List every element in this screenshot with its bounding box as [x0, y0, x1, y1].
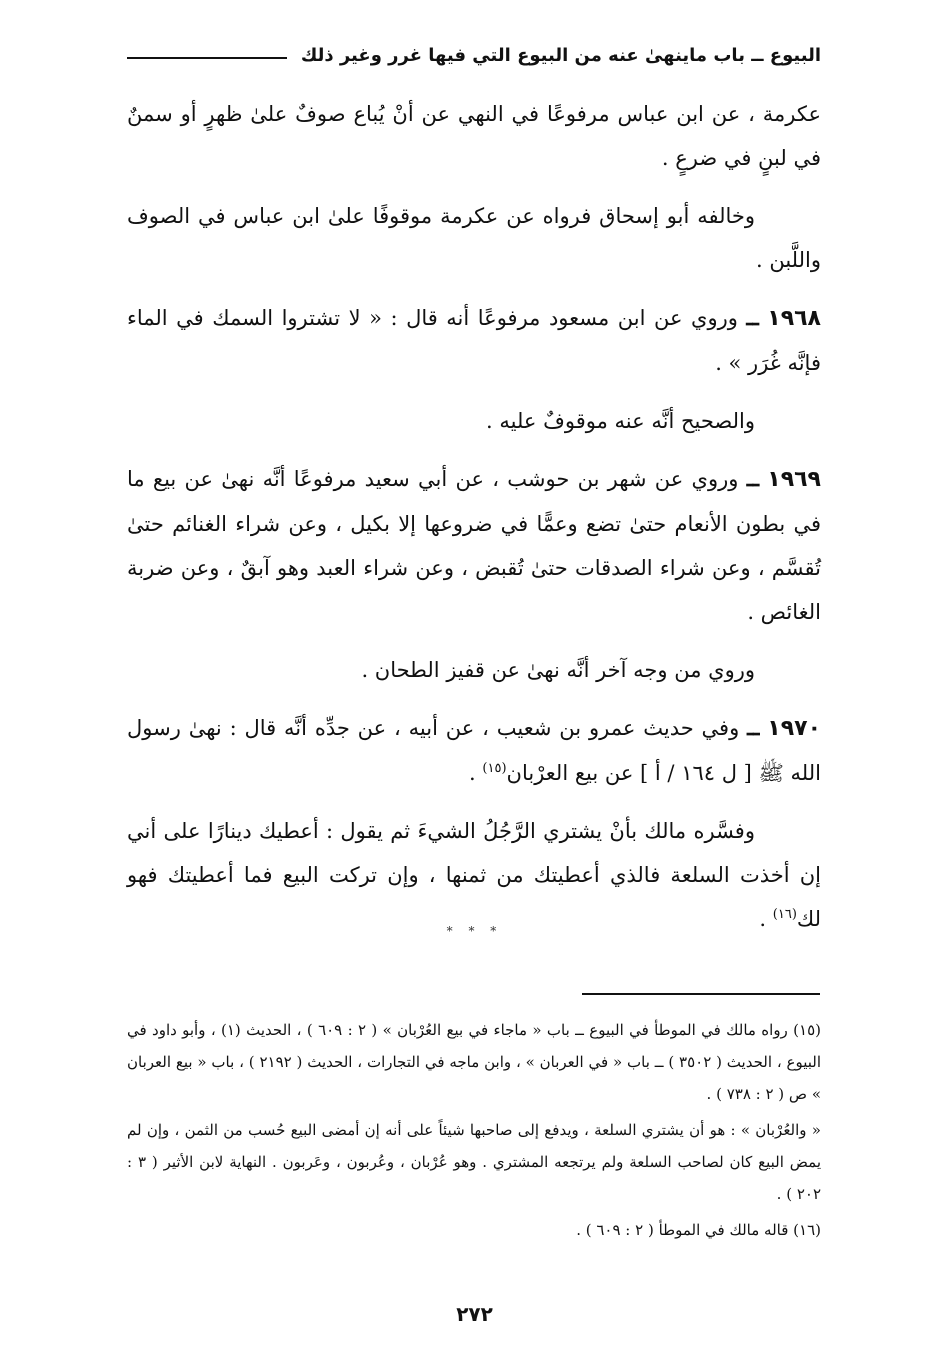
footnote-ref[interactable]: (١٦)	[772, 907, 797, 922]
paragraph-text: وفسَّره مالك بأنْ يشتري الرَّجُلُ الشيءَ ثم يقول : أعطيك دينارًا على أني إن أخذت السلعة فالذي أعطيتك من ثمنها ، وإن تركت البيع فما أعطيتك فهو لك	[127, 819, 821, 931]
footnote-rule	[582, 993, 820, 995]
footnotes	[127, 1014, 821, 1250]
hadith-text: وفي حديث عمرو بن شعيب ، عن أبيه ، عن جدِّه أنَّه قال : نهىٰ رسول الله ﷺ [ ل ١٦٤ / أ ] عن بيع العرْبان	[127, 716, 821, 785]
footnote: (١٥) رواه مالك في الموطأ في البيوع ــ باب « ماجاء في بيع العُرْبان » ( ٢ : ٦٠٩ ) ، الحديث (١) ، وأبو داود في البيوع ، الحديث ( ٣٥٠٢ ) ــ باب « في العربان » ، وابن ماجه في التجارات ، الحديث ( ٢١٩٢ ) ، باب « بيع العربان » ص ( ٢ : ٧٣٨ ) .	[127, 1021, 822, 1103]
footnote: « والعُرْبان » : هو أن يشتري السلعة ، ويدفع إلى صاحبها شيئاً على أنه إن أمضى البيع حُسب من الثمن ، وإن لم يمض البيع كان لصاحب السلعة ولم يرتجعه المشتري . وهو عُرْبان ، وعُربون ، وعَربون . النهاية لابن الأثير ( ٣ : ٢٠٢ ) .	[127, 1121, 821, 1203]
hadith-number: ١٩٦٨	[767, 306, 821, 331]
hadith-1968	[127, 296, 821, 385]
hadith-text: وروي عن شهر بن حوشب ، عن أبي سعيد مرفوعًا أنَّه نهىٰ عن بيع ما في بطون الأنعام حتىٰ تضع وعمًّا في ضروعها إلا بكيل ، وعن شراء الغنائم حتىٰ تُقسَّم ، وعن شراء الصدقات حتىٰ تُقبض ، وعن شراء العبد وهو آبقٌ ، وعن ضربة الغائص .	[127, 467, 821, 624]
page-number: ٢٧٢	[456, 1302, 493, 1326]
hadith-1970	[127, 706, 821, 795]
footnote-ref[interactable]: (١٥)	[482, 761, 507, 776]
hadith-1969	[127, 457, 821, 634]
main-text	[127, 92, 821, 955]
running-header	[127, 38, 821, 72]
paragraph	[127, 809, 821, 941]
section-ornament: * * *	[446, 924, 503, 938]
sentence-end: .	[469, 761, 483, 785]
paragraph: وخالفه أبو إسحاق فرواه عن عكرمة موقوفًا علىٰ ابن عباس في الصوف واللَّبن .	[127, 204, 821, 272]
hadith-text: وروي عن ابن مسعود مرفوعًا أنه قال : « لا تشتروا السمك في الماء فإنَّه غُرَر » .	[127, 306, 821, 375]
hadith-number: ١٩٦٩	[767, 467, 821, 492]
dash: ــ	[746, 305, 759, 330]
paragraph: عكرمة ، عن ابن عباس مرفوعًا في النهي عن أنْ يُباع صوفٌ علىٰ ظهرٍ أو سمنٌ في لبنٍ في ضرعٍ .	[127, 102, 821, 170]
paragraph: وروي من وجه آخر أنَّه نهىٰ عن قفيز الطحان .	[361, 658, 755, 682]
sentence-end: .	[759, 907, 773, 931]
hadith-number: ١٩٧٠	[767, 716, 821, 741]
dash: ــ	[747, 715, 760, 740]
footnote: (١٦) قاله مالك في الموطأ ( ٢ : ٦٠٩ ) .	[576, 1221, 821, 1239]
paragraph: والصحيح أنَّه عنه موقوفٌ عليه .	[486, 409, 755, 433]
header-rule	[127, 57, 287, 59]
dash: ــ	[746, 466, 759, 491]
running-title: البيوع ــ باب ماينهىٰ عنه من البيوع التي فيها غرر وغير ذلك	[300, 44, 821, 66]
